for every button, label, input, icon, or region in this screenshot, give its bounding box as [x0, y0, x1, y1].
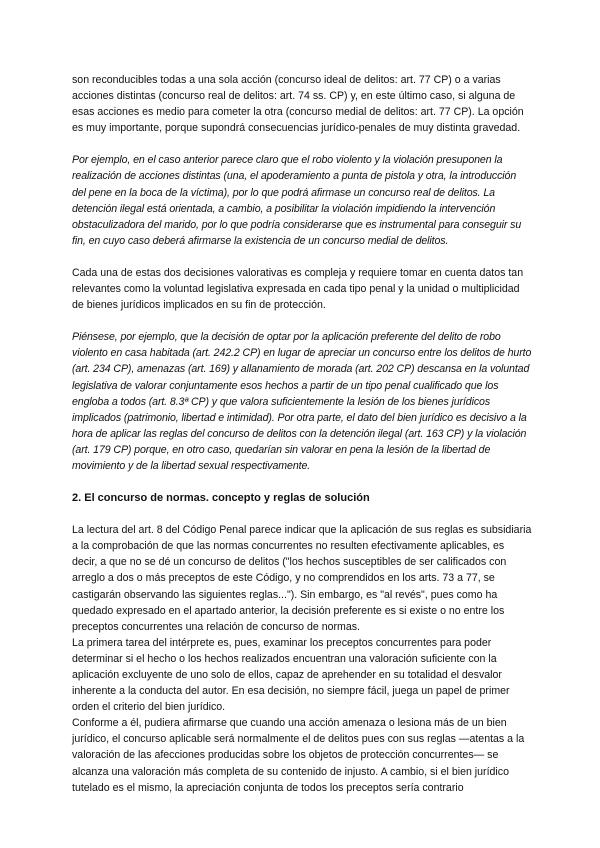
paragraph-concurso-ideal: son reconducibles todas a una sola acción (concurso ideal de delitos: art. 77 CP) o a varias acciones distintas (concurso real de delitos: art. 74 ss. CP) y, en este último caso, si alguna de esas acciones es medio para cometer la otra (concurso medial de delitos: art. 77 CP). La opción es muy importante, porque supondrá consecuencias jurídico-penales de muy distinta gravedad.	[72, 74, 524, 135]
example-robo-casa-habitada: Piénsese, por ejemplo, que la decisión de optar por la aplicación preferente del delito de robo violento en casa habitada (art. 242.2 CP) en lugar de apreciar un concurso entre los delitos de hurto (art. 234 CP), amenazas (art. 169) y allanamiento de morada (art. 202 CP) descansa en la voluntad legislativa de valorar conjuntamente esos hechos a partir de un tipo penal cualificado que los engloba a todos (art. 8.3ª CP) y que valora suficientemente la lesión de los bienes jurídicos implicados (patrimonio, libertad e intimidad). Por otra parte, el dato del bien jurídico es decisivo a la hora de aplicar las reglas del concurso de delitos con la detención ilegal (art. 163 CP) y la violación (art. 179 CP) porque, en otro caso, quedarían sin valorar en pena la lesión de la libertad de movimiento y de la libertad sexual respectivamente.	[72, 331, 532, 472]
document-page	[72, 72, 532, 796]
paragraph-lectura-art8: La lectura del art. 8 del Código Penal parece indicar que la aplicación de sus reglas es subsidiaria a la comprobación de que las normas concurrentes no resulten efectivamente aplicables, es decir, a que no se dé un concurso de delitos ("los hechos susceptibles de ser calificados con arreglo a dos o más preceptos de este Código, y no comprendidos en los arts. 73 a 77, se castigarán observando las siguientes reglas..."). Sin embargo, es "al revés", pues como ha quedado expresado en el apartado anterior, la decisión preferente es si existe o no entre los preceptos concurrentes una relación de concurso de normas.	[72, 524, 532, 633]
paragraph-conforme: Conforme a él, pudiera afirmarse que cuando una acción amenaza o lesiona más de un bien jurídico, el concurso aplicable será normalmente el de delitos pues con sus reglas —atentas a la valoración de las afecciones producidas sobre los objetos de protección concurrentes— se alcanza una valoración más completa de su contenido de injusto. A cambio, si el bien jurídico tutelado es el mismo, la apreciación conjunta de todos los preceptos sería contrario	[72, 717, 525, 794]
paragraph-decisiones-valorativas: Cada una de estas dos decisiones valorativas es compleja y requiere tomar en cuenta datos tan relevantes como la voluntad legislativa expresada en cada tipo penal y la unidad o multiplicidad de bienes jurídicos implicados en su fin de protección.	[72, 266, 524, 312]
example-robo-violacion: Por ejemplo, en el caso anterior parece claro que el robo violento y la violación presuponen la realización de acciones distintas (una, el apoderamiento a punta de pistola y otra, la introducción del pene en la boca de la víctima), por lo que podrá afirmase un concurso real de delitos. La detención ilegal está orientada, a cambio, a posibilitar la violación impidiendo la intervención obstaculizadora del marido, por lo que podría considerarse que es instrumental para conseguir su fin, en cuyo caso deberá afirmarse la existencia de un concurso medial de delitos.	[72, 154, 522, 247]
section-heading: 2. El concurso de normas. concepto y reglas de solución	[72, 492, 370, 505]
paragraph-primera-tarea: La primera tarea del intérprete es, pues, examinar los preceptos concurrentes para poder determinar si el hecho o los hechos realizados encuentran una valoración suficiente con la aplicación excluyente de uno solo de ellos, capaz de aprehender en su totalidad el desvalor inherente a la conducta del autor. En esa decisión, no siempre fácil, juega un papel de primer orden el criterio del bien jurídico.	[72, 636, 510, 714]
